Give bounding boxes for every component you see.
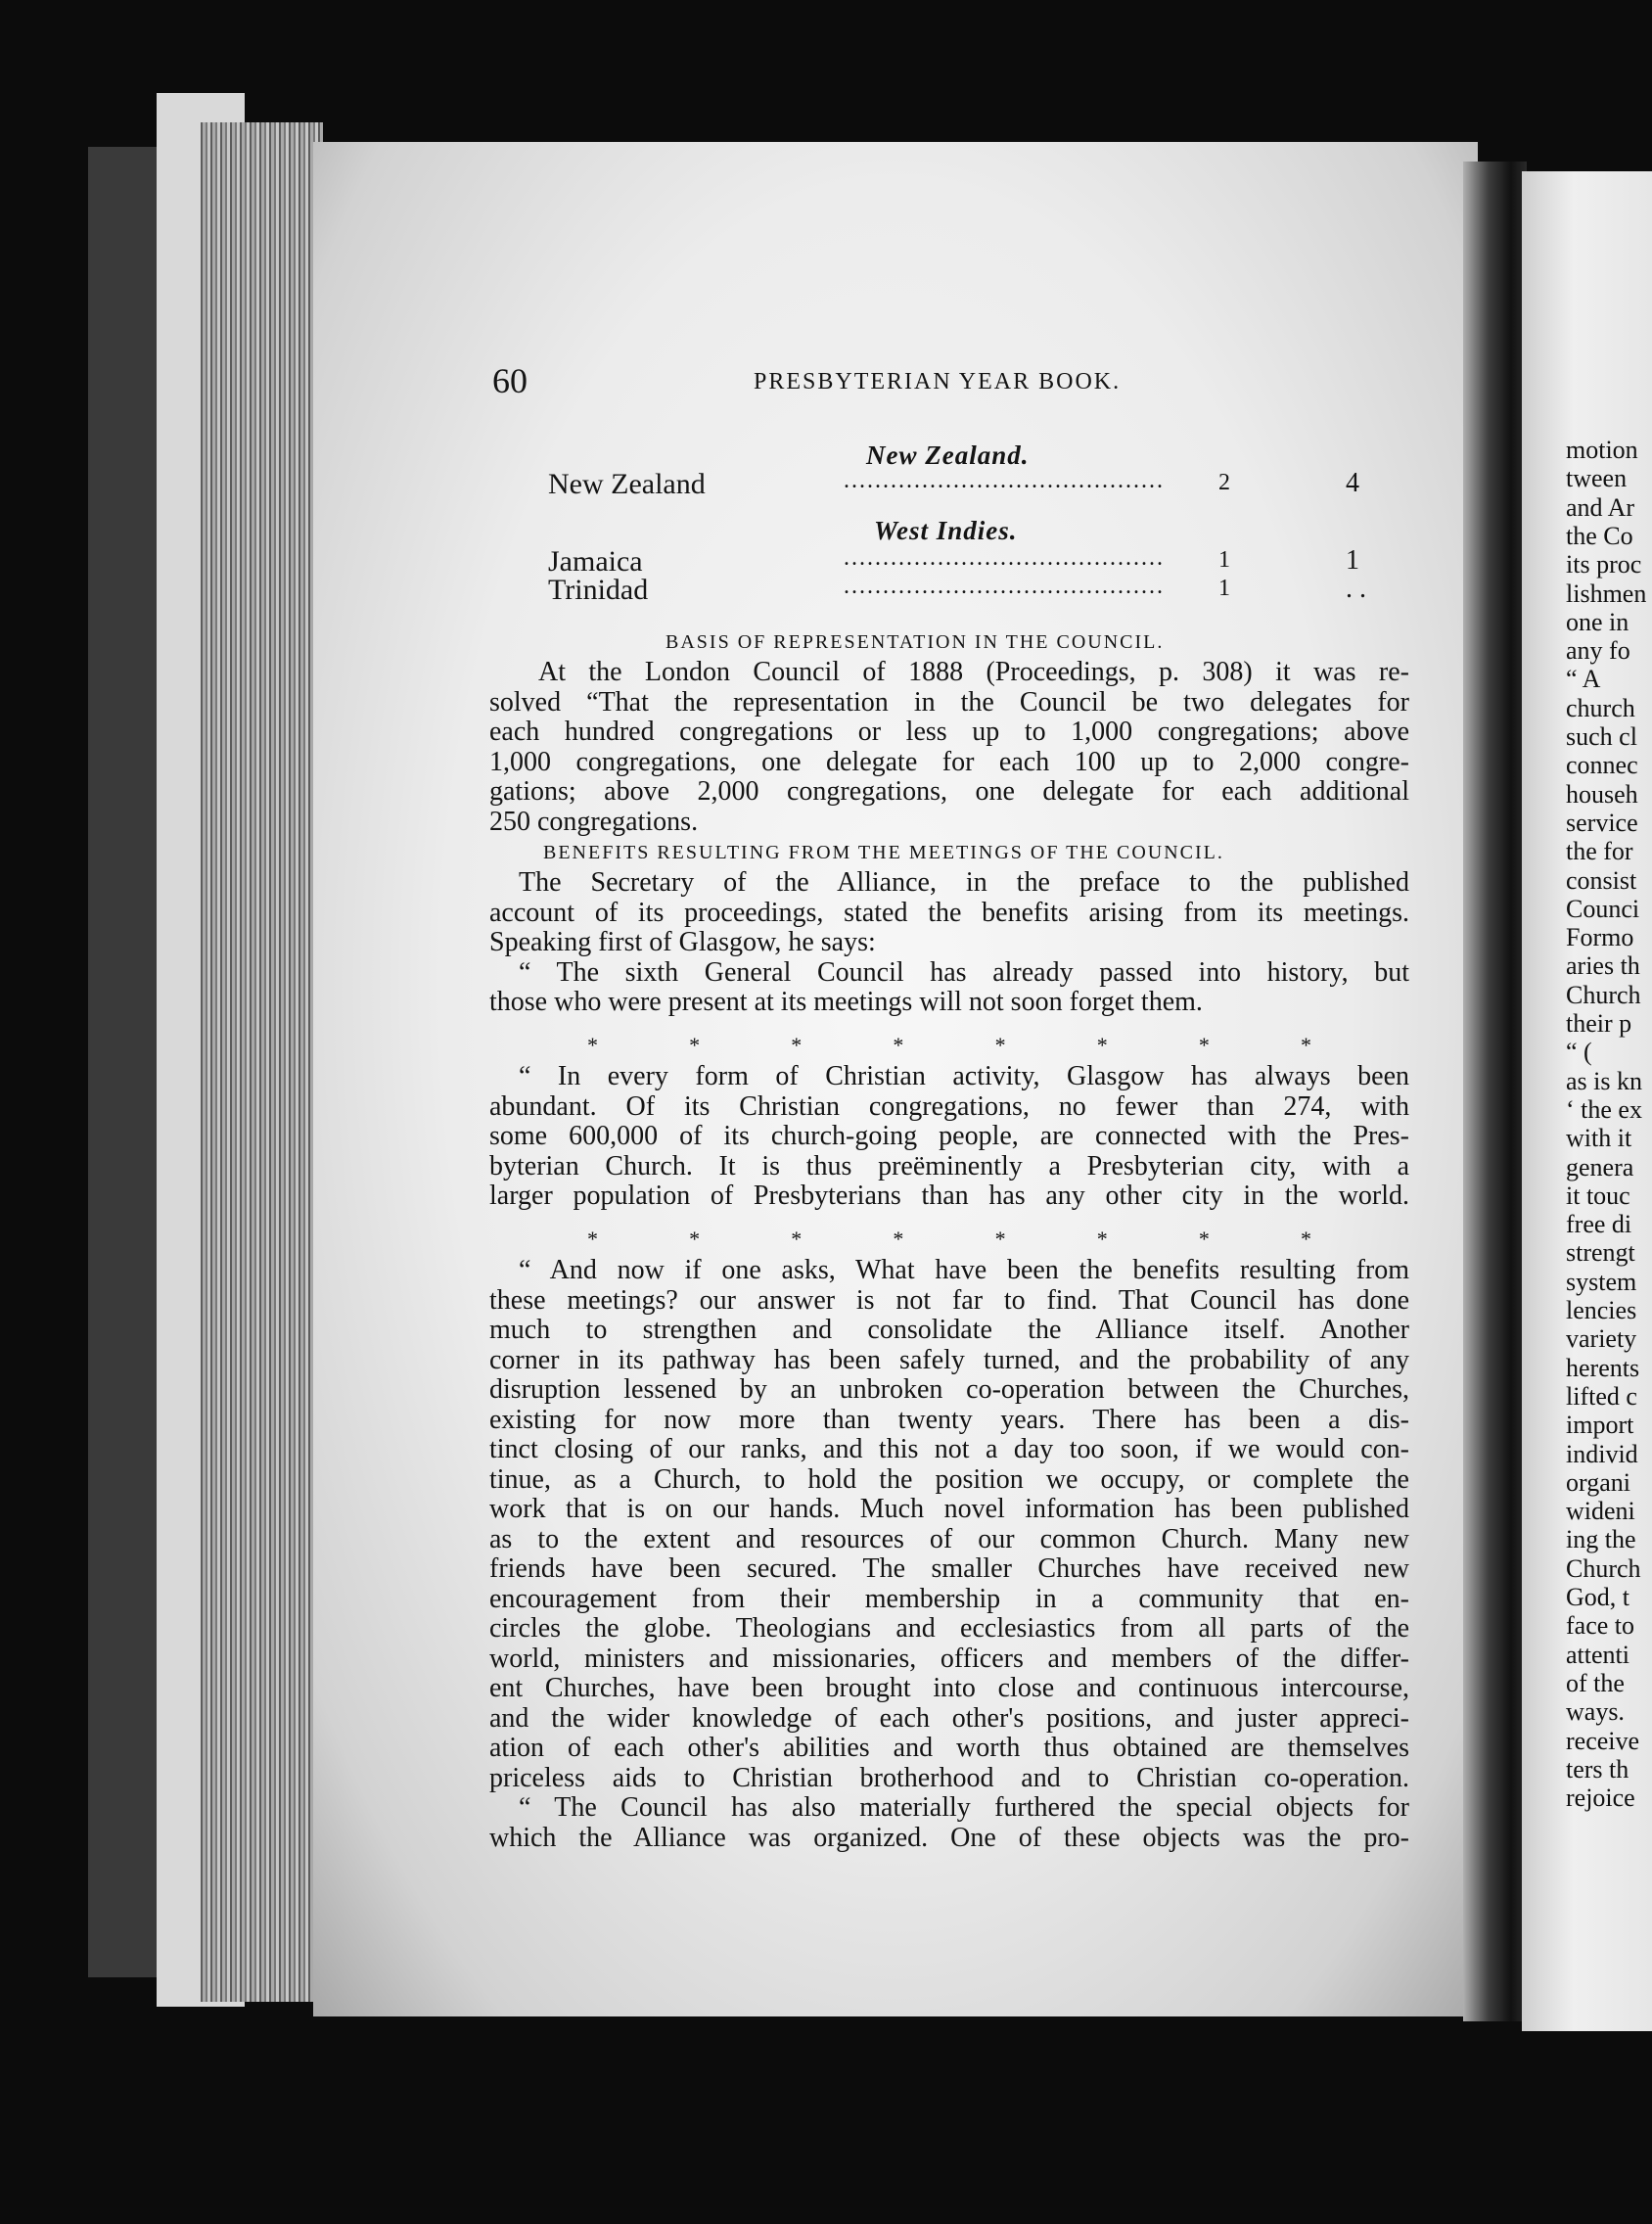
facing-page-line: rejoice <box>1566 1784 1635 1813</box>
facing-page-line: such cl <box>1566 722 1637 751</box>
facing-page-line: individ <box>1566 1439 1638 1468</box>
star-mark: * <box>1300 1033 1311 1057</box>
entry-name: Jamaica <box>548 545 643 578</box>
glasgow-paragraph <box>489 1062 1409 1212</box>
text-line: which the Alliance was organized. One of these objects was the pro- <box>489 1822 1409 1853</box>
facing-page-line: face to <box>1566 1611 1635 1641</box>
benefits-paragraph <box>489 1256 1409 1853</box>
text-line: those who were present at its meetings will not soon forget them. <box>489 987 1203 1017</box>
star-mark: * <box>689 1033 701 1057</box>
facing-page-line: ing the <box>1566 1525 1636 1554</box>
star-mark: * <box>1096 1227 1108 1251</box>
star-mark: * <box>994 1033 1006 1057</box>
facing-page-line: strengt <box>1566 1238 1635 1268</box>
text-line: ation of each other's abilities and worth thus obtained are themselves <box>489 1733 1409 1763</box>
text-line: each hundred congregations or less up to 1,000 congregations; above <box>489 717 1409 747</box>
text-line: 250 congregations. <box>489 806 699 837</box>
facing-page-line: Formo <box>1566 923 1634 952</box>
benefits-intro <box>489 868 1409 1018</box>
text-line: and the wider knowledge of each other's positions, and juster appreci- <box>489 1702 1409 1734</box>
text-line: disruption lessened by an unbroken co-operation between the Churches, <box>489 1374 1409 1405</box>
facing-page-line: the Co <box>1566 521 1633 550</box>
basis-paragraph <box>489 658 1409 837</box>
text-line: friends have been secured. The smaller Churches have received new <box>489 1553 1409 1584</box>
page-stack-edges <box>201 122 323 2002</box>
text-line: these meetings? our answer is not far to find. That Council has done <box>489 1284 1409 1316</box>
section-heading-west-indies: West Indies. <box>874 516 1018 545</box>
facing-page-line: househ <box>1566 779 1638 809</box>
facing-page-line: one in <box>1566 607 1629 636</box>
running-head: PRESBYTERIAN YEAR BOOK. <box>754 369 1122 394</box>
text-line: Speaking first of Glasgow, he says: <box>489 927 876 957</box>
leader-dots: ......................................... <box>844 468 1165 493</box>
facing-page-line: the for <box>1566 837 1633 866</box>
text-line: gations; above 2,000 congregations, one delegate for each additional <box>489 776 1409 807</box>
table-row <box>548 468 1375 501</box>
text-line: abundant. Of its Christian congregations, no fewer than 274, with <box>489 1090 1409 1122</box>
facing-page-line: “ A <box>1566 665 1601 694</box>
facing-page-line: God, t <box>1566 1583 1629 1611</box>
leader-dots: ......................................... <box>844 545 1165 571</box>
facing-page-line: their p <box>1566 1009 1632 1038</box>
facing-page-line: wideni <box>1566 1497 1635 1526</box>
benefits-heading: BENEFITS RESULTING FROM THE MEETINGS OF THE COUNCIL. <box>543 842 1224 863</box>
facing-page-line: connec <box>1566 751 1638 780</box>
book-edge-shadow <box>88 147 166 1977</box>
table-row <box>548 574 1375 607</box>
text-line: priceless aids to Christian brotherhood and to Christian co-operation. <box>489 1762 1409 1793</box>
facing-page-line: Church <box>1566 980 1641 1009</box>
text-line: “ In every form of Christian activity, Glasgow has always been <box>519 1061 1409 1091</box>
facing-page-line: organi <box>1566 1467 1630 1497</box>
facing-page-line: with it <box>1566 1124 1632 1153</box>
facing-page-line: herents <box>1566 1353 1640 1382</box>
facing-page-line: receive <box>1566 1726 1640 1755</box>
text-line: “ The Council has also materially furthered the special objects for <box>519 1792 1409 1823</box>
entry-name: New Zealand <box>548 468 706 500</box>
text-line: tinue, as a Church, to hold the position we occupy, or complete the <box>489 1463 1409 1495</box>
leader-dots: ......................................... <box>844 574 1165 599</box>
facing-page-line: and Ar <box>1566 492 1635 522</box>
star-mark: * <box>893 1227 904 1251</box>
facing-page-line: ways. <box>1566 1697 1625 1727</box>
star-mark: * <box>893 1033 904 1057</box>
facing-page-line: church <box>1566 693 1635 722</box>
star-mark: * <box>689 1227 701 1251</box>
text-line: “ The sixth General Council has already passed into history, but <box>519 956 1409 988</box>
facing-page <box>1522 171 1652 2031</box>
facing-page-line: “ ( <box>1566 1038 1592 1067</box>
facing-page-line: service <box>1566 808 1638 837</box>
text-line: ent Churches, have been brought into close and continuous intercourse, <box>489 1673 1409 1703</box>
text-line: circles the globe. Theologians and ecclesiastics from all parts of the <box>489 1613 1409 1644</box>
facing-page-line: it touc <box>1566 1181 1630 1210</box>
text-line: encouragement from their membership in a community that en- <box>489 1583 1409 1614</box>
star-mark: * <box>791 1033 803 1057</box>
entry-value-2: . . <box>1346 574 1366 604</box>
text-line: tinct closing of our ranks, and this not a day too soon, if we would con- <box>489 1434 1409 1464</box>
facing-page-line: aries th <box>1566 951 1640 981</box>
book-gutter <box>1463 162 1527 2021</box>
facing-page-line: system <box>1566 1267 1637 1296</box>
facing-page-line: ters th <box>1566 1754 1629 1784</box>
section-heading-new-zealand: New Zealand. <box>866 440 1030 470</box>
facing-page-line: free di <box>1566 1210 1632 1239</box>
text-line: account of its proceedings, stated the benefits arising from its meetings. <box>489 897 1409 928</box>
basis-heading: BASIS OF REPRESENTATION IN THE COUNCIL. <box>665 631 1165 653</box>
text-line: work that is on our hands. Much novel information has been published <box>489 1494 1409 1524</box>
text-line: much to strengthen and consolidate the Alliance itself. Another <box>489 1315 1409 1345</box>
text-line: 1,000 congregations, one delegate for each 100 up to 2,000 congre- <box>489 746 1409 777</box>
star-mark: * <box>1300 1227 1311 1251</box>
facing-page-line: ‘ the ex <box>1566 1094 1642 1124</box>
facing-page-line: lishmen <box>1566 579 1647 608</box>
facing-page-line: of the <box>1566 1668 1625 1697</box>
star-mark: * <box>1198 1033 1210 1057</box>
facing-page-line: lifted c <box>1566 1381 1637 1411</box>
star-mark: * <box>587 1033 598 1057</box>
facing-page-line: Counci <box>1566 894 1640 923</box>
facing-page-line: attenti <box>1566 1640 1629 1669</box>
text-line: as to the extent and resources of our common Church. Many new <box>489 1523 1409 1554</box>
text-line: byterian Church. It is thus preëminently a Presbyterian city, with a <box>489 1150 1409 1182</box>
text-line: existing for now more than twenty years. There has been a dis- <box>489 1404 1409 1435</box>
entry-value-1: 2 <box>1218 470 1230 495</box>
facing-page-line: genera <box>1566 1152 1634 1182</box>
star-mark: * <box>587 1227 598 1251</box>
facing-page-line: import <box>1566 1411 1634 1440</box>
facing-page-line: any fo <box>1566 636 1630 666</box>
entry-value-1: 1 <box>1218 547 1230 573</box>
star-mark: * <box>791 1227 803 1251</box>
star-mark: * <box>1096 1033 1108 1057</box>
star-mark: * <box>994 1227 1006 1251</box>
text-line: The Secretary of the Alliance, in the preface to the published <box>519 867 1409 898</box>
text-line: corner in its pathway has been safely turned, and the probability of any <box>489 1344 1409 1375</box>
text-line: “ And now if one asks, What have been the benefits resulting from <box>519 1255 1409 1285</box>
facing-page-line: lencies <box>1566 1296 1637 1324</box>
text-line: At the London Council of 1888 (Proceedings, p. 308) it was re- <box>538 657 1409 687</box>
entry-value-2: 1 <box>1346 545 1359 576</box>
ellipsis-stars <box>587 1227 1311 1252</box>
text-line: some 600,000 of its church-going people, are connected with the Pres- <box>489 1121 1409 1151</box>
entry-value-1: 1 <box>1218 576 1230 601</box>
page-number: 60 <box>492 361 528 400</box>
facing-page-line: Church <box>1566 1553 1641 1583</box>
facing-page-line: tween <box>1566 464 1628 493</box>
text-line: world, ministers and missionaries, officers and members of the differ- <box>489 1643 1409 1674</box>
star-mark: * <box>1198 1227 1210 1251</box>
entry-value-2: 4 <box>1346 468 1359 498</box>
facing-page-line: consist <box>1566 865 1637 895</box>
facing-page-line: motion <box>1566 436 1638 464</box>
facing-page-line: variety <box>1566 1324 1637 1354</box>
text-line: solved “That the representation in the Council be two delegates for <box>489 686 1409 718</box>
facing-page-line: as is kn <box>1566 1066 1642 1095</box>
facing-page-line: its proc <box>1566 550 1642 579</box>
entry-name: Trinidad <box>548 574 649 606</box>
ellipsis-stars <box>587 1033 1311 1058</box>
text-line: larger population of Presbyterians than has any other city in the world. <box>489 1181 1409 1211</box>
